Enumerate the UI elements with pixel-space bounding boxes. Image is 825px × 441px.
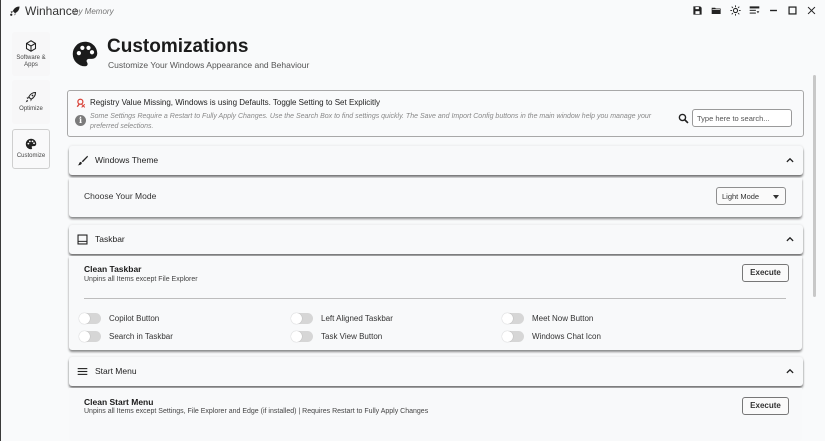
paintbrush-icon — [77, 155, 88, 166]
toggle-windows-chat-icon[interactable] — [502, 331, 601, 342]
toggle-switch[interactable] — [291, 313, 313, 324]
close-button[interactable] — [805, 4, 818, 17]
save-icon — [692, 5, 703, 16]
minimize-icon — [768, 5, 779, 16]
caret-down-icon — [773, 195, 779, 199]
toggle-label: Left Aligned Taskbar — [321, 314, 393, 323]
import-config-button[interactable] — [710, 4, 723, 17]
page-title: Customizations — [107, 36, 249, 57]
toggle-label: Meet Now Button — [532, 314, 594, 323]
mode-label: Choose Your Mode — [84, 191, 157, 201]
search-input[interactable] — [692, 109, 792, 127]
clean-start-menu-description: Unpins all Items except Settings, File Explorer and Edge (if installed) | Requires Restart to Fully Apply Changes — [84, 408, 429, 415]
sidebar-item-label: Software & Apps — [16, 54, 46, 68]
minimize-button[interactable] — [767, 4, 780, 17]
chevron-up-icon — [785, 234, 795, 244]
maximize-icon — [787, 5, 798, 16]
section-body-taskbar — [69, 256, 802, 350]
chevron-up-icon — [785, 366, 795, 376]
page-subtitle: Customize Your Windows Appearance and Behaviour — [108, 60, 310, 70]
section-title: Start Menu — [95, 366, 137, 376]
registry-warning-icon — [76, 98, 86, 108]
toggle-label: Task View Button — [321, 332, 383, 341]
section-body-windows-theme — [69, 178, 802, 217]
cube-icon — [25, 40, 37, 52]
toggle-switch[interactable] — [79, 313, 101, 324]
toggle-switch[interactable] — [502, 313, 524, 324]
sidebar-item-customize[interactable] — [12, 129, 50, 169]
title-actions — [691, 4, 818, 17]
info-panel — [67, 90, 804, 137]
palette-icon — [71, 40, 99, 68]
rocket-app-icon — [9, 5, 21, 17]
app-title: Winhance — [25, 4, 79, 18]
section-title: Taskbar — [95, 234, 125, 244]
sidebar-nav — [1, 22, 59, 441]
rocket-icon — [25, 91, 37, 103]
toggle-switch[interactable] — [502, 331, 524, 342]
info-note-text: Some Settings Require a Restart to Fully Apply Changes. Use the Search Box to find settings quickly. The Save and Import Config buttons in the main window help you manage your preferred selections. — [90, 113, 652, 130]
toggle-copilot-button[interactable] — [79, 313, 159, 324]
registry-warning-text: Registry Value Missing, Windows is using Defaults. Toggle Setting to Set Explicitly — [90, 98, 381, 107]
palette-icon — [25, 138, 37, 150]
more-menu-button[interactable] — [748, 4, 761, 17]
title-bar — [1, 0, 825, 22]
app-subtitle: by Memory — [74, 7, 114, 16]
close-icon — [806, 5, 817, 16]
section-header-start-menu[interactable] — [69, 357, 803, 386]
toggle-label: Search in Taskbar — [109, 332, 173, 341]
toggle-task-view-button[interactable] — [291, 331, 382, 342]
section-header-taskbar[interactable] — [69, 225, 803, 254]
theme-mode-value: Light Mode — [722, 192, 760, 201]
sidebar-item-label: Optimize — [19, 106, 43, 112]
toggle-switch[interactable] — [291, 331, 313, 342]
toggle-search-in-taskbar[interactable] — [79, 331, 173, 342]
sidebar-item-label: Customize — [16, 153, 46, 159]
toggle-label: Copilot Button — [109, 314, 160, 323]
save-config-button[interactable] — [691, 4, 704, 17]
maximize-button[interactable] — [786, 4, 799, 17]
execute-clean-start-menu-button[interactable]: Execute — [742, 397, 789, 415]
toggle-switch[interactable] — [79, 331, 101, 342]
theme-mode-dropdown[interactable] — [716, 187, 786, 205]
divider — [84, 298, 786, 299]
section-body-start-menu — [69, 388, 802, 441]
taskbar-icon — [77, 234, 88, 245]
toggle-label: Windows Chat Icon — [532, 332, 601, 341]
section-title: Windows Theme — [95, 155, 159, 165]
clean-taskbar-description: Unpins all Items except File Explorer — [84, 276, 198, 283]
section-header-windows-theme[interactable] — [69, 146, 803, 175]
toggle-meet-now-button[interactable] — [502, 313, 593, 324]
scrollbar-thumb[interactable] — [813, 75, 816, 297]
sun-icon — [730, 5, 741, 16]
sidebar-item-optimize[interactable] — [12, 80, 50, 124]
clean-taskbar-title: Clean Taskbar — [84, 264, 142, 274]
chevron-up-icon — [785, 155, 795, 165]
toggle-left-aligned-taskbar[interactable] — [291, 313, 393, 324]
menu-config-icon — [749, 5, 760, 16]
clean-start-menu-title: Clean Start Menu — [84, 397, 154, 407]
search-icon — [678, 113, 689, 124]
info-icon: i — [75, 115, 86, 126]
execute-clean-taskbar-button[interactable]: Execute — [742, 264, 789, 282]
open-folder-icon — [711, 5, 722, 16]
hamburger-menu-icon — [77, 366, 88, 377]
sidebar-item-software-apps[interactable] — [12, 32, 50, 76]
theme-toggle-button[interactable] — [729, 4, 742, 17]
